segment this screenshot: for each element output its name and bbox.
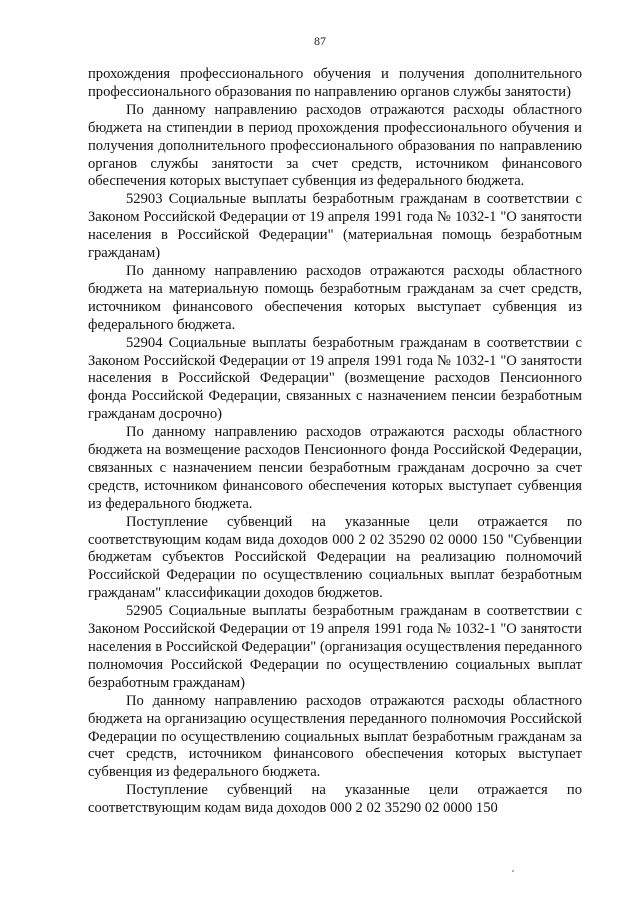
paragraph-continuation: прохождения профессионального обучения и получения дополнительного профессионального образования по направлению органов службы занятости) bbox=[88, 66, 582, 100]
paragraph: По данному направлению расходов отражаются расходы областного бюджета на материальную помощь безработным гражданам за счет средств, источником финансового обеспечения которых выступает субвенция из федерального бюджета. bbox=[88, 262, 582, 333]
paragraph-revenue-codes: Поступление субвенций на указанные цели отражается по соответствующим кодам вида доходов 000 2 02 35290 02 0000 150 "Субвенции бюджетам субъектов Российской Федерации на реализацию полномочий Российской Федерации по осуществлению социальных выплат безработным гражданам" классификации доходов бюджетов. bbox=[88, 513, 582, 602]
page-body bbox=[88, 66, 582, 818]
paragraph: По данному направлению расходов отражаются расходы областного бюджета на возмещение расходов Пенсионного фонда Российской Федерации, связанных с назначением пенсии безработным гражданам досрочно за счет средств, источником финансового обеспечения которых выступает субвенция из федерального бюджета. bbox=[88, 424, 582, 512]
paragraph-code-52903: 52903 Социальные выплаты безработным гражданам в соответствии с Законом Российской Федерации от 19 апреля 1991 года № 1032-1 "О занятости населения в Российской Федерации" (материальная помощь безработным гражданам) bbox=[88, 191, 582, 262]
paragraph-code-52904: 52904 Социальные выплаты безработным гражданам в соответствии с Законом Российской Федерации от 19 апреля 1991 года № 1032-1 "О занятости населения в Российской Федерации" (возмещение расходов Пенсионного фонда Российской Федерации, связанных с назначением пенсии безработным гражданам досрочно) bbox=[88, 334, 582, 423]
paragraph: По данному направлению расходов отражаются расходы областного бюджета на стипендии в период прохождения профессионального обучения и получения дополнительного профессионального образования по направлению органов службы занятости за счет средств, источником финансового обеспечения которых выступает субвенция из федерального бюджета. bbox=[88, 101, 582, 190]
paragraph-code-52905: 52905 Социальные выплаты безработным гражданам в соответствии с Законом Российской Федерации от 19 апреля 1991 года № 1032-1 "О занятости населения в Российской Федерации" (организация осуществления переданного полномочия Российской Федерации по осуществлению социальных выплат безработным гражданам) bbox=[88, 603, 582, 691]
scan-speck bbox=[512, 870, 514, 872]
page-number: 87 bbox=[314, 34, 326, 48]
paragraph-revenue-codes: Поступление субвенций на указанные цели отражается по соответствующим кодам вида доходов 000 2 02 35290 02 0000 150 bbox=[88, 782, 582, 817]
paragraph: По данному направлению расходов отражаются расходы областного бюджета на организацию осуществления переданного полномочия Российской Федерации по осуществлению социальных выплат безработным гражданам за счет средств, источником финансового обеспечения которых выступает субвенция из федерального бюджета. bbox=[88, 692, 582, 781]
